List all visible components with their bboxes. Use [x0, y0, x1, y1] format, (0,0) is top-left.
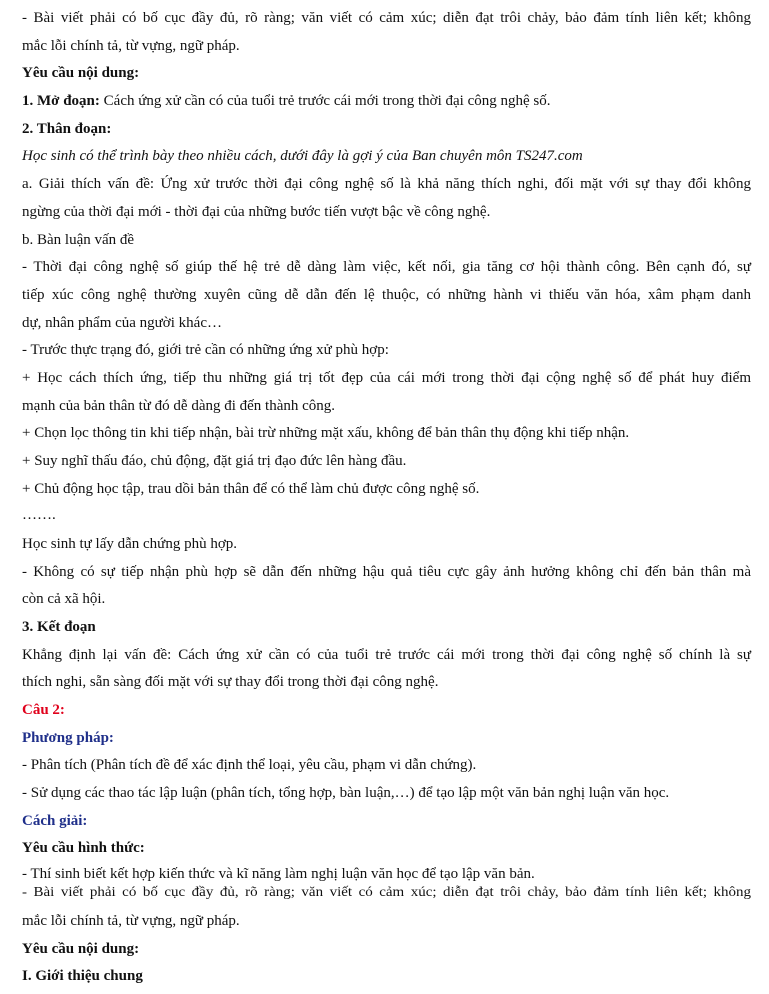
paragraph-line: mạnh của bản thân từ đó dễ dàng đi đến thành công.	[22, 398, 336, 414]
paragraph-line: ngừng của thời đại mới - thời đại của những bước tiến vượt bậc về công nghệ.	[22, 204, 491, 220]
paragraph-line: + Chọn lọc thông tin khi tiếp nhận, bài trừ những mặt xấu, không để bản thân thụ động khi tiếp nhận.	[22, 425, 630, 441]
ellipsis-line: …….	[22, 507, 56, 523]
paragraph-line: thích nghi, sẵn sàng đối mặt với sự thay đổi trong thời đại công nghệ.	[22, 674, 439, 690]
paragraph-line: - Trước thực trạng đó, giới trẻ cần có những ứng xử phù hợp:	[22, 342, 389, 358]
paragraph-line: - Bài viết phải có bố cục đầy đủ, rõ ràng; văn viết có cảm xúc; diễn đạt trôi chảy, bảo đảm tính liên kết; không	[22, 884, 751, 900]
paragraph-line: Học sinh tự lấy dẫn chứng phù hợp.	[22, 536, 237, 552]
paragraph-line: còn cả xã hội.	[22, 591, 106, 607]
section-heading: I. Giới thiệu chung	[22, 968, 143, 984]
paragraph-line: tiếp xúc công nghệ thường xuyên cũng dễ dẫn đến lệ thuộc, có những hành vi thiếu văn hóa, xâm phạm danh	[22, 287, 751, 303]
paragraph-line: Khẳng định lại vấn đề: Cách ứng xử cần có của tuổi trẻ trước cái mới trong thời đại công nghệ số chính là sự	[22, 647, 751, 663]
paragraph-line: - Thí sinh biết kết hợp kiến thức và kĩ năng làm nghị luận văn học để tạo lập văn bản.	[22, 866, 535, 882]
item-text: Cách ứng xử cần có của tuổi trẻ trước cái mới trong thời đại công nghệ số.	[99, 93, 551, 109]
paragraph-line	[22, 92, 751, 111]
method-heading: Phương pháp:	[22, 730, 114, 746]
section-heading: 2. Thân đoạn:	[22, 121, 112, 137]
section-heading: Yêu cầu hình thức:	[22, 840, 145, 856]
italic-note: Học sinh có thể trình bày theo nhiều cách, dưới đây là gợi ý của Ban chuyên môn TS247.com	[22, 148, 583, 164]
paragraph-line: - Phân tích (Phân tích đề để xác định thể loại, yêu cầu, phạm vi dẫn chứng).	[22, 757, 477, 773]
paragraph-line: + Học cách thích ứng, tiếp thu những giá trị tốt đẹp của cái mới trong thời đại cộng nghệ số để phát huy điểm	[22, 370, 751, 386]
paragraph-line: - Không có sự tiếp nhận phù hợp sẽ dẫn đến những hậu quả tiêu cực gây ảnh hưởng không chỉ đến bản thân mà	[22, 564, 751, 580]
solution-heading: Cách giải:	[22, 813, 88, 829]
item-label: 1. Mở đoạn:	[22, 93, 100, 109]
paragraph-line: dự, nhân phẩm của người khác…	[22, 315, 222, 331]
question-heading: Câu 2:	[22, 702, 65, 718]
section-heading: Yêu cầu nội dung:	[22, 941, 140, 957]
paragraph-line: + Chủ động học tập, trau dồi bản thân để có thể làm chủ được công nghệ số.	[22, 481, 480, 497]
paragraph-line: - Bài viết phải có bố cục đầy đủ, rõ ràng; văn viết có cảm xúc; diễn đạt trôi chảy, bảo đảm tính liên kết; không	[22, 10, 751, 26]
paragraph-line: a. Giải thích vấn đề: Ứng xử trước thời đại công nghệ số là khả năng thích nghi, đối mặt với sự thay đổi không	[22, 176, 751, 192]
paragraph-line: - Thời đại công nghệ số giúp thế hệ trẻ dễ dàng làm việc, kết nối, gia tăng cơ hội thành công. Bên cạnh đó, sự	[22, 259, 751, 275]
section-heading: Yêu cầu nội dung:	[22, 65, 140, 81]
paragraph-line: b. Bàn luận vấn đề	[22, 232, 135, 248]
paragraph-line: mắc lỗi chính tả, từ vựng, ngữ pháp.	[22, 38, 240, 54]
paragraph-line: - Sử dụng các thao tác lập luận (phân tích, tổng hợp, bàn luận,…) để tạo lập một văn bản nghị luận văn học.	[22, 785, 670, 801]
paragraph-line: + Suy nghĩ thấu đáo, chủ động, đặt giá trị đạo đức lên hàng đầu.	[22, 453, 407, 469]
section-heading: 3. Kết đoạn	[22, 619, 96, 635]
paragraph-line: mắc lỗi chính tả, từ vựng, ngữ pháp.	[22, 913, 240, 929]
